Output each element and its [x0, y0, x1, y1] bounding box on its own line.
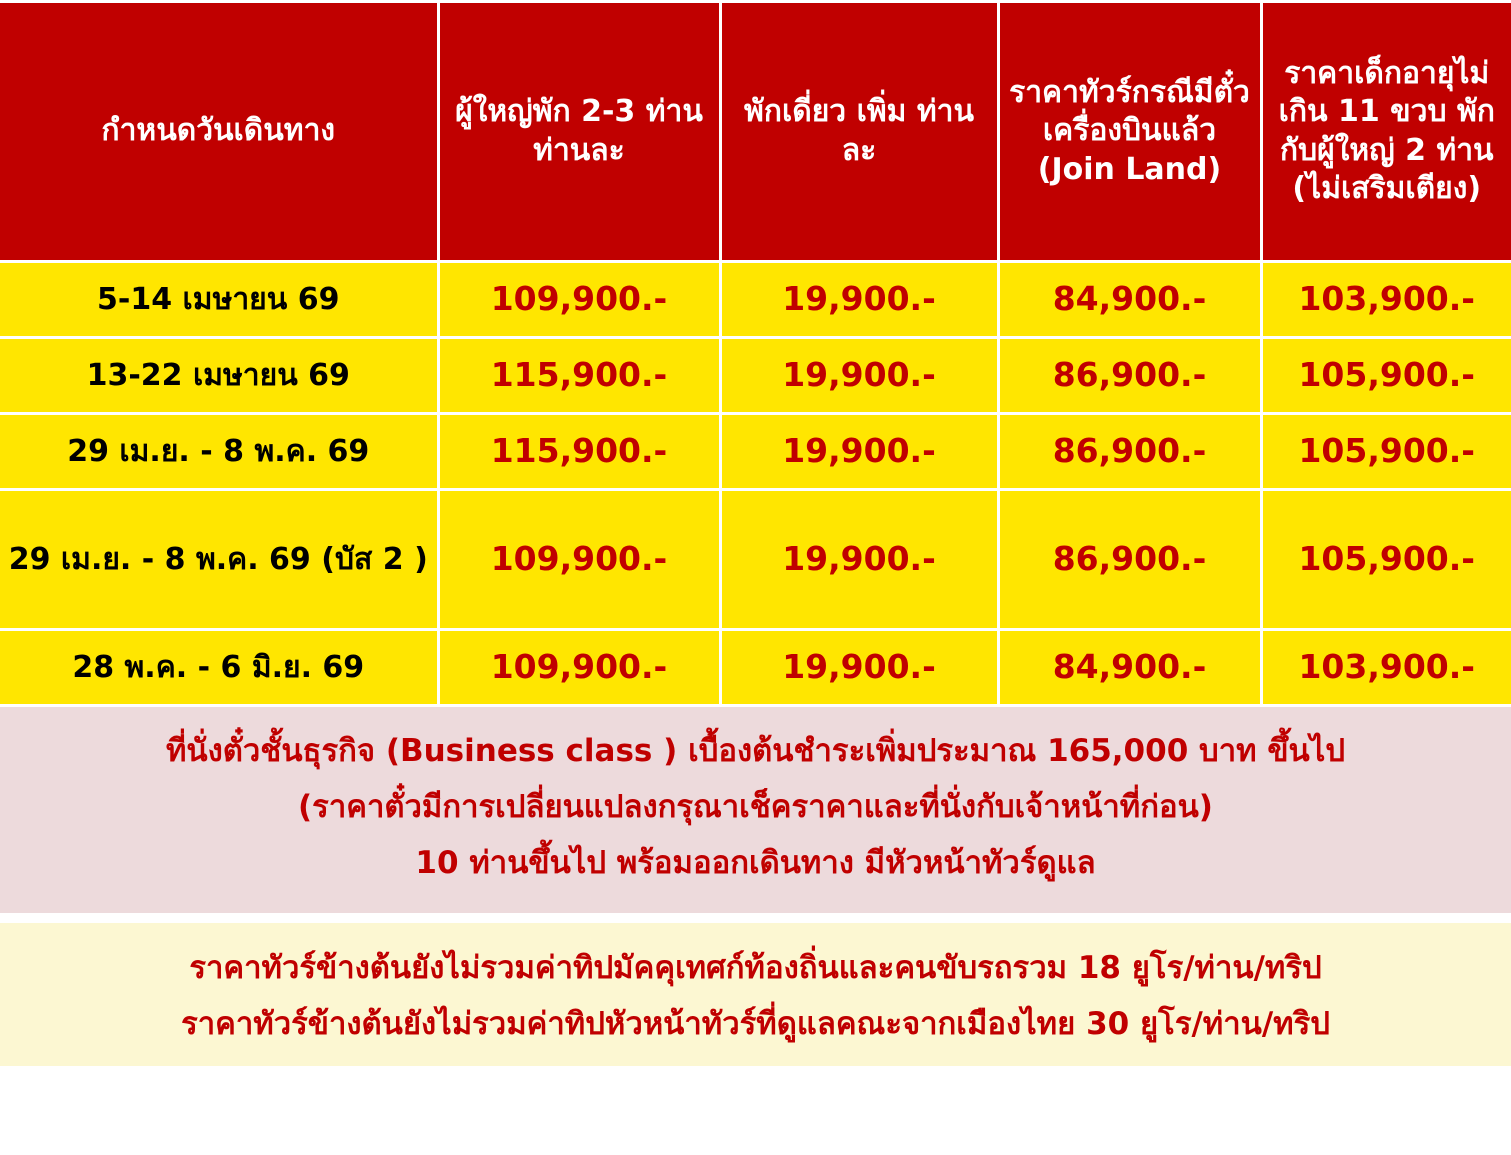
cell-joinland-price: 86,900.-: [998, 490, 1261, 630]
business-class-note-line-2: (ราคาตั๋วมีการเปลี่ยนแปลงกรุณาเช็คราคาและที่นั่งกับเจ้าหน้าที่ก่อน): [298, 789, 1213, 826]
business-class-note-line-1: ที่นั่งตั๋วชั้นธุรกิจ (Business class ) เบื้องต้นชำระเพิ่มประมาณ 165,000 บาท ขึ้นไป: [165, 733, 1346, 769]
table-row: [0, 490, 1511, 630]
tips-note-line-2: ราคาทัวร์ข้างต้นยังไม่รวมค่าทิปหัวหน้าทัวร์ที่ดูแลคณะจากเมืองไทย 30 ยูโร/ท่าน/ทริป: [181, 1005, 1330, 1042]
cell-departure-date: 13-22 เมษายน 69: [0, 338, 438, 414]
cell-departure-date: 28 พ.ค. - 6 มิ.ย. 69: [0, 630, 438, 706]
cell-adult-price: 115,900.-: [438, 338, 720, 414]
cell-joinland-price: 84,900.-: [998, 262, 1261, 338]
cell-joinland-price: 86,900.-: [998, 414, 1261, 490]
table-header: [0, 2, 1511, 262]
cell-single-price: 19,900.-: [720, 630, 998, 706]
table-row: [0, 262, 1511, 338]
cell-departure-date: 29 เม.ย. - 8 พ.ค. 69 (บัส 2 ): [0, 490, 438, 630]
cell-departure-date: 29 เม.ย. - 8 พ.ค. 69: [0, 414, 438, 490]
table-row: [0, 414, 1511, 490]
cell-child-price: 105,900.-: [1261, 414, 1511, 490]
cell-adult-price: 115,900.-: [438, 414, 720, 490]
cell-child-price: 105,900.-: [1261, 490, 1511, 630]
cell-adult-price: 109,900.-: [438, 262, 720, 338]
column-header-adult-twin-triple: ผู้ใหญ่พัก 2-3 ท่าน ท่านละ: [438, 2, 720, 262]
tips-note-block: [0, 923, 1511, 1066]
column-header-single-supplement: พักเดี่ยว เพิ่ม ท่านละ: [720, 2, 998, 262]
business-class-note-block: [0, 707, 1511, 913]
section-divider: [0, 913, 1511, 923]
cell-joinland-price: 84,900.-: [998, 630, 1261, 706]
cell-single-price: 19,900.-: [720, 414, 998, 490]
tips-note-line-1: ราคาทัวร์ข้างต้นยังไม่รวมค่าทิปมัคคุเทศก์ท้องถิ่นและคนขับรถรวม 18 ยูโร/ท่าน/ทริป: [189, 950, 1322, 987]
cell-adult-price: 109,900.-: [438, 630, 720, 706]
cell-child-price: 105,900.-: [1261, 338, 1511, 414]
table-row: [0, 338, 1511, 414]
column-header-child-no-bed: ราคาเด็กอายุไม่เกิน 11 ขวบ พักกับผู้ใหญ่ 2 ท่าน (ไม่เสริมเตียง): [1261, 2, 1511, 262]
cell-single-price: 19,900.-: [720, 338, 998, 414]
table-header-row: [0, 2, 1511, 262]
column-header-departure-date: กำหนดวันเดินทาง: [0, 2, 438, 262]
cell-departure-date: 5-14 เมษายน 69: [0, 262, 438, 338]
cell-child-price: 103,900.-: [1261, 262, 1511, 338]
table-row: [0, 630, 1511, 706]
column-header-join-land: ราคาทัวร์กรณีมีตั๋วเครื่องบินแล้ว (Join Land): [998, 2, 1261, 262]
cell-single-price: 19,900.-: [720, 262, 998, 338]
business-class-note-line-3: 10 ท่านขึ้นไป พร้อมออกเดินทาง มีหัวหน้าทัวร์ดูแล: [415, 845, 1096, 882]
cell-adult-price: 109,900.-: [438, 490, 720, 630]
cell-joinland-price: 86,900.-: [998, 338, 1261, 414]
table-body: [0, 262, 1511, 706]
cell-child-price: 103,900.-: [1261, 630, 1511, 706]
cell-single-price: 19,900.-: [720, 490, 998, 630]
